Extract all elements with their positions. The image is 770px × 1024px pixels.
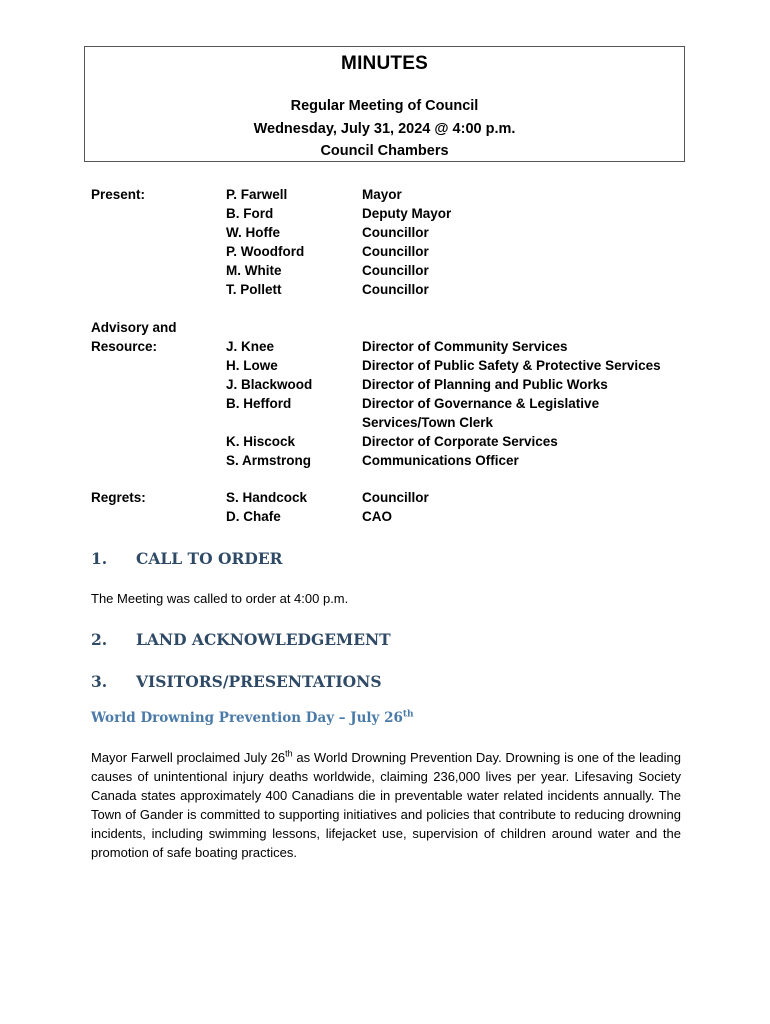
advisory-label — [91, 318, 177, 356]
presentation-title-text: World Drowning Prevention Day – July 26 — [91, 710, 403, 726]
regrets-role: CAO — [362, 509, 392, 524]
staff-role: Director of Community Services — [362, 339, 568, 354]
regrets-role: Councillor — [362, 490, 429, 505]
attendee-role: Deputy Mayor — [362, 206, 452, 221]
regrets-name: D. Chafe — [226, 509, 281, 524]
section-heading-call-to-order — [91, 549, 283, 568]
attendee-name: T. Pollett — [226, 282, 282, 297]
attendee-name: W. Hoffe — [226, 225, 280, 240]
section-title: VISITORS/PRESENTATIONS — [136, 672, 382, 691]
section-number: 1. — [91, 549, 108, 568]
present-label: Present: — [91, 187, 146, 202]
attendee-role: Councillor — [362, 263, 429, 278]
paragraph-start: Mayor Farwell proclaimed July 26 — [91, 750, 286, 765]
presentation-title — [91, 710, 414, 726]
regrets-label: Regrets: — [91, 490, 146, 505]
section-heading-visitors-presentations — [91, 672, 382, 691]
staff-role: Communications Officer — [362, 453, 519, 468]
attendee-name: M. White — [226, 263, 282, 278]
staff-name: H. Lowe — [226, 358, 278, 373]
advisory-label-line1: Advisory and — [91, 320, 177, 335]
section-title: LAND ACKNOWLEDGEMENT — [136, 630, 391, 649]
staff-role: Director of Public Safety & Protective Services — [362, 358, 661, 373]
advisory-label-line2: Resource: — [91, 339, 158, 354]
attendee-name: P. Woodford — [226, 244, 305, 259]
attendee-role: Mayor — [362, 187, 402, 202]
present-roles — [362, 185, 451, 299]
document-title: MINUTES — [341, 53, 428, 74]
call-to-order-text: The Meeting was called to order at 4:00 p.m. — [91, 591, 349, 606]
paragraph-sup: th — [285, 748, 293, 759]
meeting-location: Council Chambers — [320, 143, 449, 159]
staff-name: K. Hiscock — [226, 434, 296, 449]
staff-name: S. Armstrong — [226, 453, 312, 468]
minutes-header-box — [84, 46, 685, 162]
staff-role: Director of Governance & Legislative — [362, 396, 600, 411]
meeting-type: Regular Meeting of Council — [290, 98, 479, 114]
staff-name: J. Knee — [226, 339, 275, 354]
attendee-role: Councillor — [362, 225, 429, 240]
paragraph-rest: as World Drowning Prevention Day. Drowning is one of the leading causes of unintentional injury deaths worldwide, claiming 236,000 lives per year. Lifesaving Society Canada states approximately 400 Canadians die in preventable water related incidents annually. The Town of Gander is committed to supporting initiatives and policies that contribute to reducing drowning incidents, including swimming lessons, lifejacket use, supervision of children around water and the promotion of safe boating practices. — [91, 750, 681, 860]
attendee-role: Councillor — [362, 244, 429, 259]
staff-name: B. Hefford — [226, 396, 292, 411]
section-number: 3. — [91, 672, 108, 691]
present-names — [226, 185, 304, 299]
staff-role: Director of Planning and Public Works — [362, 377, 608, 392]
advisory-names — [226, 337, 312, 470]
regrets-roles — [362, 488, 429, 526]
staff-role: Director of Corporate Services — [362, 434, 558, 449]
presentation-title-sup: th — [402, 709, 414, 720]
section-number: 2. — [91, 630, 108, 649]
section-title: CALL TO ORDER — [136, 549, 283, 568]
regrets-name: S. Handcock — [226, 490, 308, 505]
regrets-names — [226, 488, 307, 526]
section-heading-land-acknowledgement — [91, 630, 391, 649]
presentation-paragraph — [91, 748, 681, 862]
attendee-name: P. Farwell — [226, 187, 288, 202]
advisory-roles — [362, 337, 661, 470]
attendee-name: B. Ford — [226, 206, 274, 221]
staff-role: Services/Town Clerk — [362, 415, 494, 430]
meeting-datetime: Wednesday, July 31, 2024 @ 4:00 p.m. — [253, 121, 516, 137]
staff-name: J. Blackwood — [226, 377, 313, 392]
attendee-role: Councillor — [362, 282, 429, 297]
staff-name-spacer — [226, 413, 312, 432]
